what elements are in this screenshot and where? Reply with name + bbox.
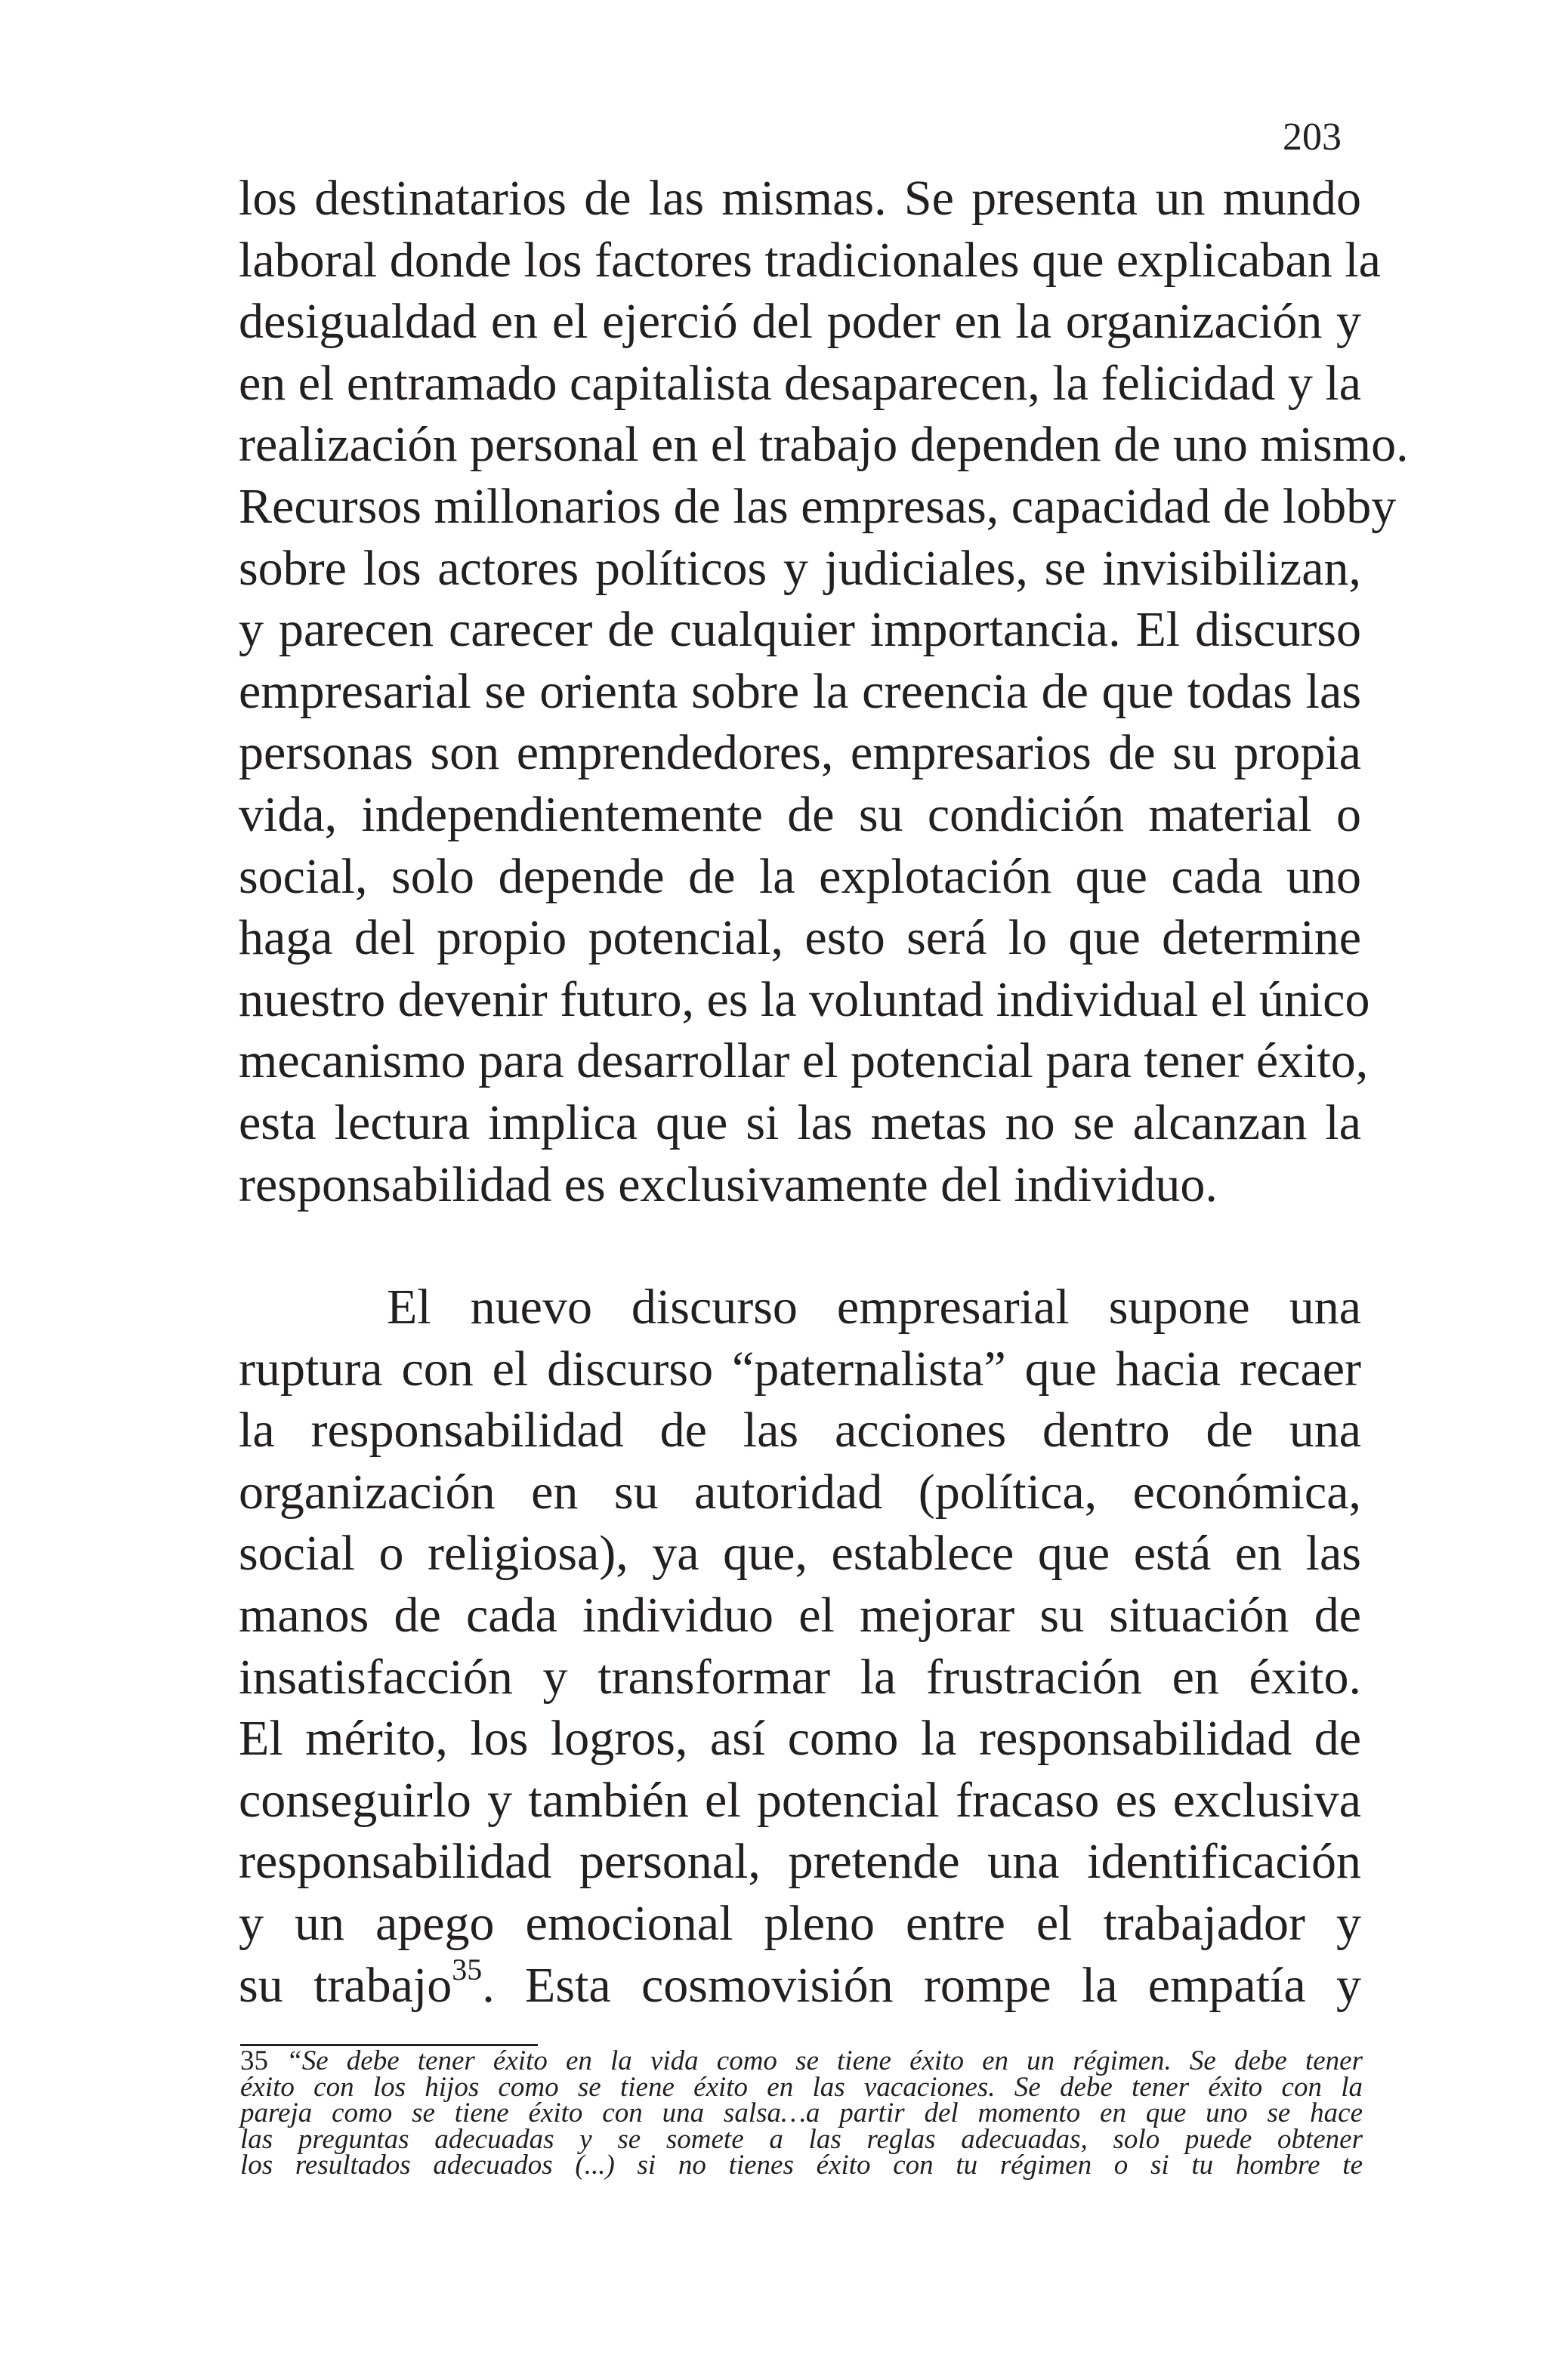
- footnote-line: las preguntas adecuadas y se somete a las reglas adecuadas, solo puede obtener: [240, 2123, 1363, 2155]
- footnote-35: [240, 2045, 1363, 2181]
- text-line: empresarial se orienta sobre la creencia de que todas las: [239, 663, 1361, 719]
- footnote-line: pareja como se tiene éxito con una salsa…a partir del momento en que uno se hace: [240, 2098, 1363, 2128]
- text-run: . Esta cosmovisión rompe la empatía y: [482, 1957, 1361, 2013]
- text-line: y un apego emocional pleno entre el trabajador y: [239, 1895, 1361, 1951]
- paragraph-2: [239, 1276, 1361, 2016]
- text-line: nuestro devenir futuro, es la voluntad individual el único: [239, 971, 1370, 1027]
- text-line: Recursos millonarios de las empresas, capacidad de lobby: [239, 478, 1397, 534]
- footnote-line: éxito con los hijos como se tiene éxito en las vacaciones. Se debe tener éxito con la: [240, 2071, 1363, 2103]
- text-line-with-footnote-ref: [239, 1952, 1361, 2017]
- text-line: en el entramado capitalista desaparecen, la felicidad y la: [239, 355, 1362, 411]
- text-line: social, solo depende de la explotación que cada uno: [239, 848, 1361, 904]
- text-line: responsabilidad es exclusivamente del individuo.: [239, 1156, 1218, 1212]
- text-line: organización en su autoridad (política, económica,: [239, 1464, 1361, 1520]
- footnote-line: los resultados adecuados (...) si no tienes éxito con tu régimen o si tu hombre te: [240, 2150, 1363, 2181]
- text-line: El nuevo discurso empresarial supone una: [387, 1280, 1361, 1335]
- text-line: desigualdad en el ejerció del poder en la organización y: [239, 294, 1361, 350]
- text-line: ruptura con el discurso “paternalista” que hacia recaer: [239, 1341, 1361, 1397]
- paragraph-1: [239, 168, 1409, 1215]
- page-number: 203: [1283, 116, 1342, 159]
- text-run: su trabajo: [239, 1957, 452, 2013]
- footnote-number: 35: [240, 2045, 268, 2076]
- text-line: El mérito, los logros, así como la responsabilidad de: [239, 1711, 1361, 1767]
- footnote-line: [240, 2045, 1363, 2076]
- text-line: laboral donde los factores tradicionales que explicaban la: [239, 232, 1381, 288]
- text-line: y parecen carecer de cualquier importancia. El discurso: [239, 602, 1361, 658]
- text-line: social o religiosa), ya que, establece que está en las: [239, 1526, 1361, 1582]
- text-line: vida, independientemente de su condición material o: [239, 786, 1361, 842]
- text-line: insatisfacción y transformar la frustración en éxito.: [239, 1649, 1361, 1705]
- text-line: los destinatarios de las mismas. Se presenta un mundo: [239, 171, 1361, 226]
- text-line: esta lectura implica que si las metas no se alcanzan la: [239, 1094, 1361, 1150]
- text-line: realización personal en el trabajo dependen de uno mismo.: [239, 417, 1409, 473]
- text-line: conseguirlo y también el potencial fracaso es exclusiva: [239, 1772, 1361, 1828]
- footnote-text: “Se debe tener éxito en la vida como se tiene éxito en un régimen. Se debe tener: [286, 2045, 1363, 2076]
- text-line: la responsabilidad de las acciones dentro de una: [239, 1403, 1361, 1459]
- text-line: responsabilidad personal, pretende una identificación: [239, 1834, 1361, 1890]
- text-line: manos de cada individuo el mejorar su situación de: [239, 1587, 1361, 1643]
- text-line: haga del propio potencial, esto será lo que determine: [239, 910, 1361, 966]
- text-line: mecanismo para desarrollar el potencial para tener éxito,: [239, 1033, 1369, 1089]
- text-line: personas son emprendedores, empresarios de su propia: [239, 725, 1361, 781]
- footnote-reference[interactable]: 35: [452, 1952, 483, 1986]
- text-line: sobre los actores políticos y judiciales, se invisibilizan,: [239, 540, 1361, 596]
